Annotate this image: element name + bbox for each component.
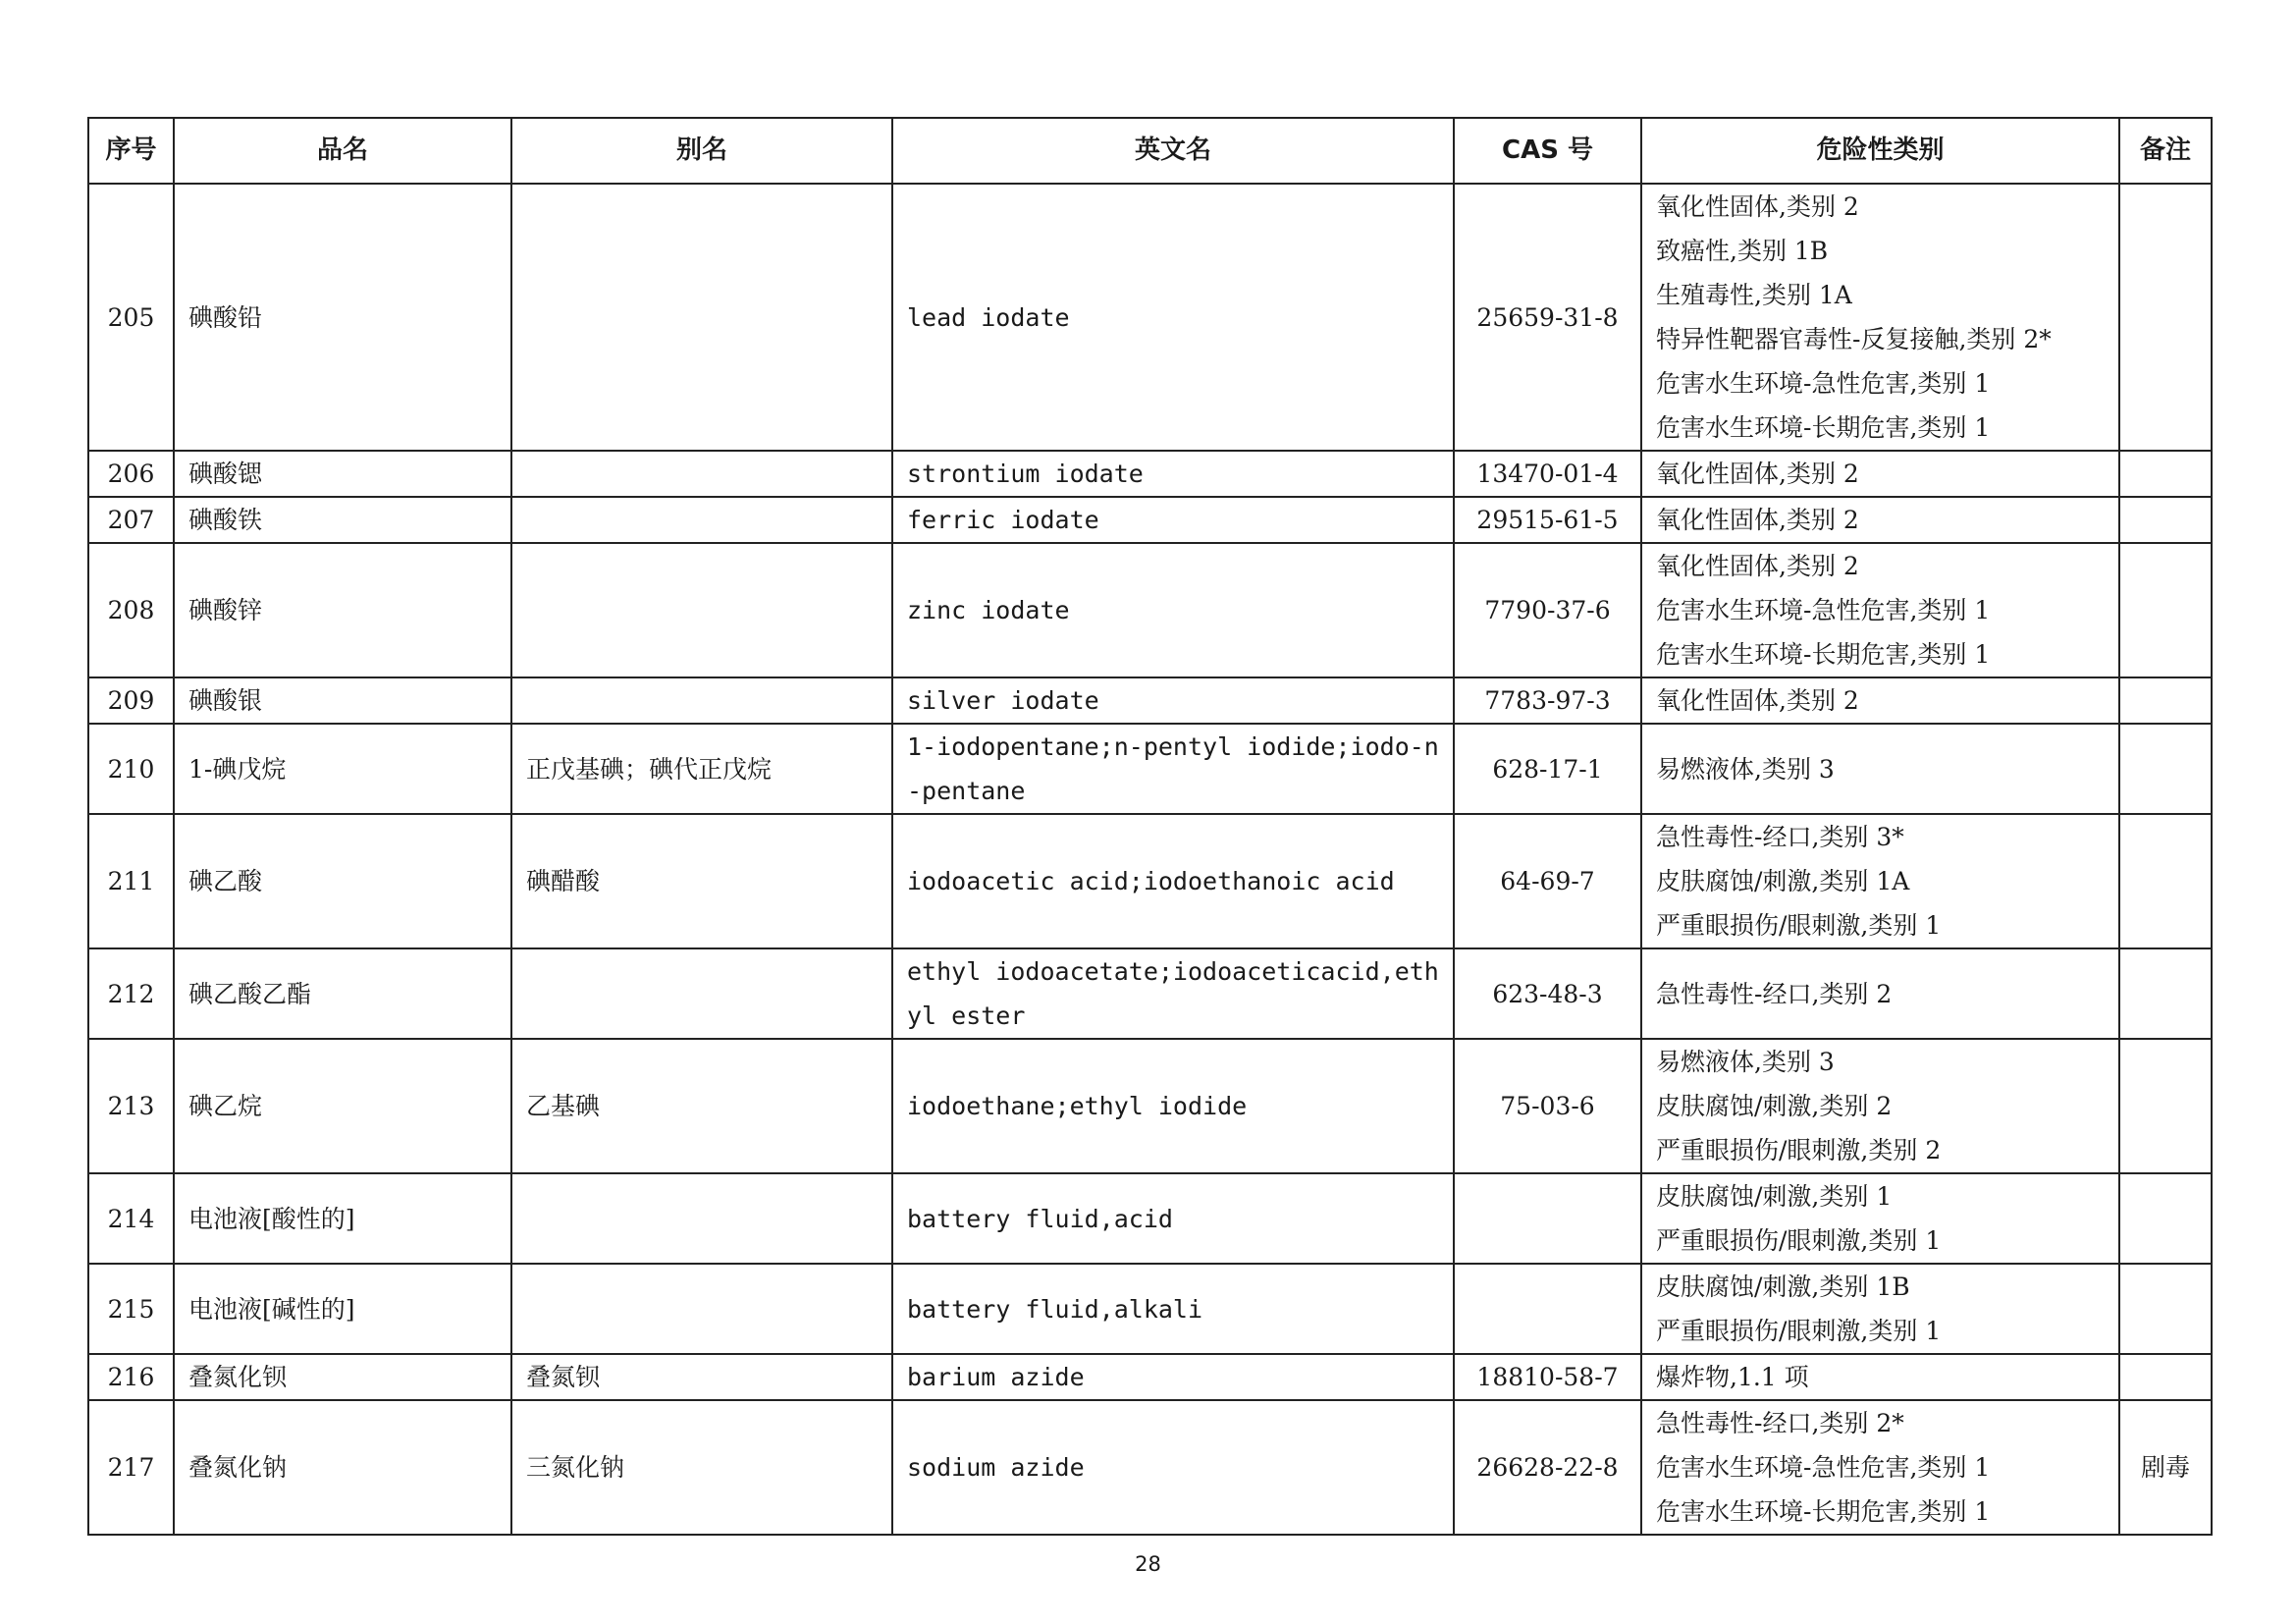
row-name: 电池液[碱性的]: [174, 1264, 511, 1354]
row-no: 210: [88, 724, 174, 814]
row-name: 碘乙烷: [174, 1039, 511, 1173]
header-cas: CAS 号: [1454, 118, 1641, 184]
row-note: 剧毒: [2119, 1400, 2212, 1535]
row-alias: 乙基碘: [511, 1039, 892, 1173]
table-row: [88, 497, 2212, 543]
row-no: 216: [88, 1354, 174, 1400]
row-english-name: iodoethane;ethyl iodide: [892, 1039, 1454, 1173]
row-hazards: [1641, 814, 2119, 948]
hazard-line: 氧化性固体,类别 2: [1656, 686, 1859, 715]
hazard-line: 危害水生环境-长期危害,类别 1: [1656, 413, 1991, 442]
row-no: 215: [88, 1264, 174, 1354]
row-hazards: [1641, 1400, 2119, 1535]
row-note: [2119, 677, 2212, 724]
row-hazards: [1641, 948, 2119, 1039]
row-alias: [511, 497, 892, 543]
row-cas: 628-17-1: [1454, 724, 1641, 814]
row-cas: 623-48-3: [1454, 948, 1641, 1039]
table-row: [88, 451, 2212, 497]
hazard-line: 急性毒性-经口,类别 3*: [1656, 823, 1904, 851]
table-header-row: [88, 118, 2212, 184]
row-no: 207: [88, 497, 174, 543]
hazard-line: 危害水生环境-急性危害,类别 1: [1656, 1453, 1991, 1482]
row-hazards: [1641, 543, 2119, 677]
row-alias: [511, 1173, 892, 1264]
row-alias: 正戊基碘；碘代正戊烷: [511, 724, 892, 814]
row-no: 208: [88, 543, 174, 677]
row-name: 碘乙酸乙酯: [174, 948, 511, 1039]
hazard-line: 危害水生环境-长期危害,类别 1: [1656, 1497, 1991, 1526]
header-no: 序号: [88, 118, 174, 184]
row-no: 205: [88, 184, 174, 451]
row-alias: [511, 543, 892, 677]
row-hazards: [1641, 724, 2119, 814]
hazard-line: 危害水生环境-长期危害,类别 1: [1656, 640, 1991, 669]
hazard-line: 严重眼损伤/眼刺激,类别 1: [1656, 1317, 1942, 1345]
row-no: 211: [88, 814, 174, 948]
row-cas: [1454, 1173, 1641, 1264]
row-no: 206: [88, 451, 174, 497]
row-alias: 碘醋酸: [511, 814, 892, 948]
header-alias: 别名: [511, 118, 892, 184]
row-note: [2119, 814, 2212, 948]
table-row: [88, 814, 2212, 948]
row-note: [2119, 1354, 2212, 1400]
row-no: 213: [88, 1039, 174, 1173]
hazard-line: 爆炸物,1.1 项: [1656, 1363, 1809, 1391]
row-name: 碘乙酸: [174, 814, 511, 948]
row-no: 217: [88, 1400, 174, 1535]
row-hazards: [1641, 1354, 2119, 1400]
hazardous-chemicals-table: [87, 117, 2213, 1536]
row-english-name: battery fluid,alkali: [892, 1264, 1454, 1354]
row-note: [2119, 1264, 2212, 1354]
row-name: 碘酸锶: [174, 451, 511, 497]
row-note: [2119, 1173, 2212, 1264]
page-number: 28: [1135, 1552, 1161, 1576]
row-english-name: strontium iodate: [892, 451, 1454, 497]
row-cas: 75-03-6: [1454, 1039, 1641, 1173]
header-english-name: 英文名: [892, 118, 1454, 184]
table-row: [88, 1354, 2212, 1400]
row-name: 1-碘戊烷: [174, 724, 511, 814]
row-alias: [511, 1264, 892, 1354]
row-hazards: [1641, 1173, 2119, 1264]
row-cas: 25659-31-8: [1454, 184, 1641, 451]
hazard-line: 致癌性,类别 1B: [1656, 237, 1829, 265]
hazard-line: 易燃液体,类别 3: [1656, 754, 1835, 784]
row-name: 碘酸锌: [174, 543, 511, 677]
hazard-line: 氧化性固体,类别 2: [1656, 552, 1859, 580]
row-hazards: [1641, 1264, 2119, 1354]
row-name: 叠氮化钠: [174, 1400, 511, 1535]
row-hazards: [1641, 677, 2119, 724]
row-english-name: ethyl iodoacetate;iodoaceticacid,ethyl ester: [892, 948, 1454, 1039]
row-cas: 64-69-7: [1454, 814, 1641, 948]
hazard-line: 特异性靶器官毒性-反复接触,类别 2*: [1656, 325, 2052, 353]
hazard-line: 皮肤腐蚀/刺激,类别 1A: [1656, 867, 1910, 895]
row-note: [2119, 451, 2212, 497]
hazard-line: 氧化性固体,类别 2: [1656, 460, 1859, 488]
row-english-name: silver iodate: [892, 677, 1454, 724]
row-cas: 29515-61-5: [1454, 497, 1641, 543]
hazard-line: 急性毒性-经口,类别 2: [1656, 979, 1893, 1008]
table-row: [88, 543, 2212, 677]
header-note: 备注: [2119, 118, 2212, 184]
table-row: [88, 184, 2212, 451]
row-no: 214: [88, 1173, 174, 1264]
row-cas: 18810-58-7: [1454, 1354, 1641, 1400]
table-row: [88, 724, 2212, 814]
hazard-line: 皮肤腐蚀/刺激,类别 1B: [1656, 1272, 1910, 1301]
row-name: 碘酸铅: [174, 184, 511, 451]
row-english-name: 1-iodopentane;n-pentyl iodide;iodo-n-pentane: [892, 724, 1454, 814]
row-note: [2119, 497, 2212, 543]
hazard-line: 皮肤腐蚀/刺激,类别 2: [1656, 1092, 1893, 1120]
row-note: [2119, 948, 2212, 1039]
row-note: [2119, 184, 2212, 451]
row-alias: 叠氮钡: [511, 1354, 892, 1400]
row-english-name: sodium azide: [892, 1400, 1454, 1535]
hazard-line: 严重眼损伤/眼刺激,类别 2: [1656, 1136, 1942, 1164]
row-note: [2119, 543, 2212, 677]
hazard-line: 生殖毒性,类别 1A: [1656, 281, 1852, 309]
row-note: [2119, 1039, 2212, 1173]
hazard-line: 皮肤腐蚀/刺激,类别 1: [1656, 1182, 1893, 1211]
hazard-line: 严重眼损伤/眼刺激,类别 1: [1656, 911, 1942, 940]
row-cas: 13470-01-4: [1454, 451, 1641, 497]
table-row: [88, 1264, 2212, 1354]
row-name: 电池液[酸性的]: [174, 1173, 511, 1264]
table-row: [88, 948, 2212, 1039]
hazard-line: 氧化性固体,类别 2: [1656, 506, 1859, 534]
row-name: 碘酸铁: [174, 497, 511, 543]
row-cas: 26628-22-8: [1454, 1400, 1641, 1535]
row-hazards: [1641, 184, 2119, 451]
table-row: [88, 677, 2212, 724]
row-cas: 7783-97-3: [1454, 677, 1641, 724]
row-hazards: [1641, 1039, 2119, 1173]
row-alias: [511, 184, 892, 451]
row-english-name: battery fluid,acid: [892, 1173, 1454, 1264]
header-name: 品名: [174, 118, 511, 184]
row-english-name: barium azide: [892, 1354, 1454, 1400]
row-cas: [1454, 1264, 1641, 1354]
row-no: 209: [88, 677, 174, 724]
hazard-line: 严重眼损伤/眼刺激,类别 1: [1656, 1226, 1942, 1255]
row-name: 叠氮化钡: [174, 1354, 511, 1400]
row-alias: [511, 948, 892, 1039]
row-note: [2119, 724, 2212, 814]
header-hazard-class: 危险性类别: [1641, 118, 2119, 184]
row-alias: [511, 451, 892, 497]
hazard-line: 危害水生环境-急性危害,类别 1: [1656, 596, 1991, 624]
hazard-line: 危害水生环境-急性危害,类别 1: [1656, 369, 1991, 398]
table-row: [88, 1173, 2212, 1264]
table-body: [88, 184, 2212, 1535]
row-english-name: ferric iodate: [892, 497, 1454, 543]
table-row: [88, 1400, 2212, 1535]
row-english-name: iodoacetic acid;iodoethanoic acid: [892, 814, 1454, 948]
row-no: 212: [88, 948, 174, 1039]
row-hazards: [1641, 451, 2119, 497]
hazard-line: 氧化性固体,类别 2: [1656, 192, 1859, 221]
row-alias: [511, 677, 892, 724]
row-hazards: [1641, 497, 2119, 543]
row-name: 碘酸银: [174, 677, 511, 724]
row-cas: 7790-37-6: [1454, 543, 1641, 677]
table-row: [88, 1039, 2212, 1173]
row-alias: 三氮化钠: [511, 1400, 892, 1535]
hazard-line: 急性毒性-经口,类别 2*: [1656, 1409, 1904, 1437]
row-english-name: lead iodate: [892, 184, 1454, 451]
row-english-name: zinc iodate: [892, 543, 1454, 677]
hazard-line: 易燃液体,类别 3: [1656, 1048, 1835, 1076]
